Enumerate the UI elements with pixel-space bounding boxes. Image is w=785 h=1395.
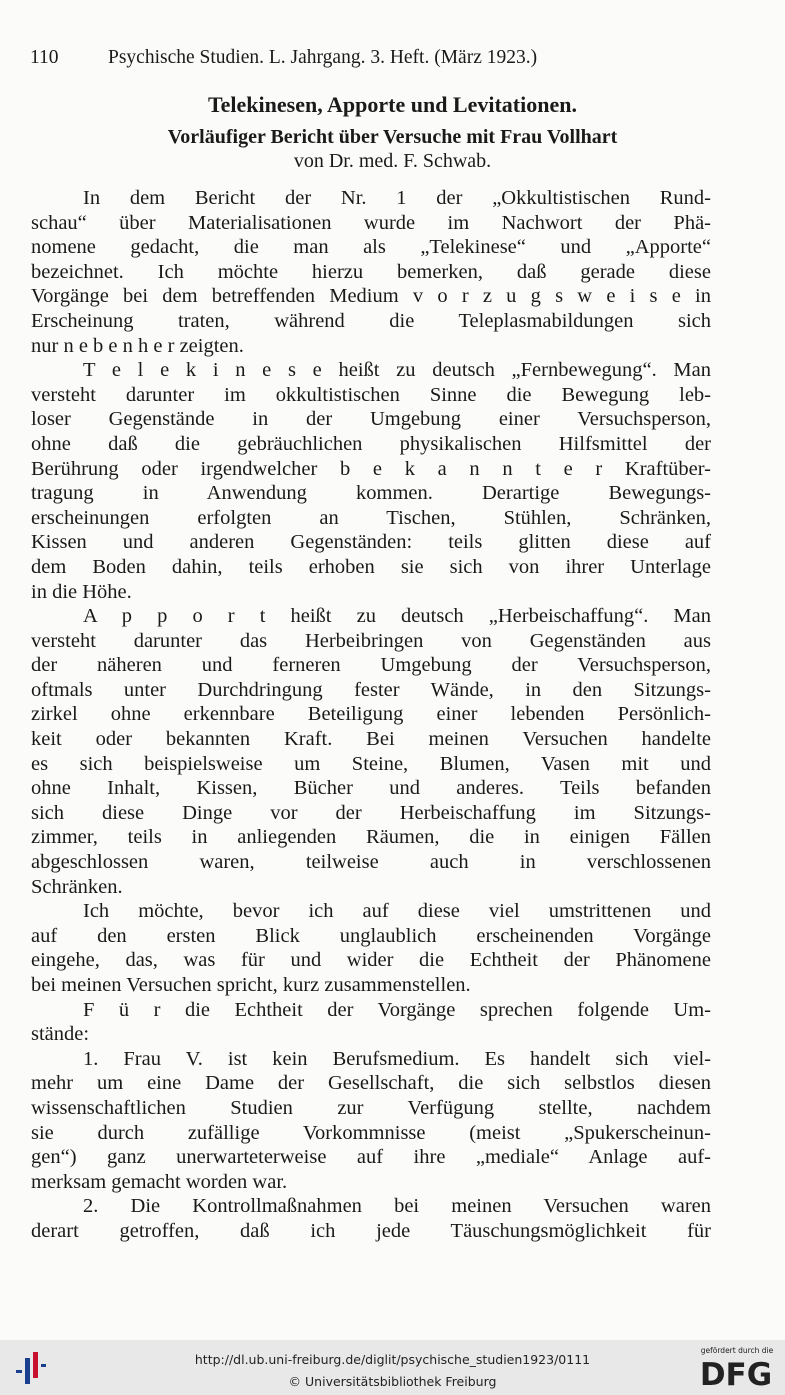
article-author: von Dr. med. F. Schwab. xyxy=(293,150,492,172)
copyright-notice: © Universitätsbibliothek Freiburg xyxy=(288,1374,497,1389)
text-line: Kissen und anderen Gegenständen: teils glitten diese auf xyxy=(31,531,711,554)
text-line: gen“) ganz unerwarteterweise auf ihre „mediale“ Anlage auf- xyxy=(31,1146,711,1169)
text-line: auf den ersten Blick unglaublich erscheinenden Vorgänge xyxy=(31,924,711,947)
running-title: Psychische Studien. L. Jahrgang. 3. Heft. (März 1923.) xyxy=(108,47,538,68)
text-line: zimmer, teils in anliegenden Räumen, die in einigen Fällen xyxy=(31,826,711,849)
text-line: Vorgänge bei dem betreffenden Medium v o r z u g s w e i s e in xyxy=(31,285,711,308)
text-line: bezeichnet. Ich möchte hierzu bemerken, daß gerade diese xyxy=(31,260,711,283)
dfg-logo-icon xyxy=(693,1355,779,1389)
dfg-logo-text: DFG xyxy=(699,1357,773,1389)
text-line: stände: xyxy=(31,1023,90,1046)
text-line: In dem Bericht der Nr. 1 der „Okkultistischen Rund- xyxy=(83,187,711,209)
text-line: 1. Frau V. ist kein Berufsmedium. Es handelt sich viel- xyxy=(83,1047,711,1070)
text-line: ohne daß die gebräuchlichen physikalischen Hilfsmittel der xyxy=(31,432,711,455)
text-line: ohne Inhalt, Kissen, Bücher und anderes. Teils befanden xyxy=(31,777,711,800)
text-line: es sich beispielsweise um Steine, Blumen, Vasen mit und xyxy=(31,752,711,775)
dfg-funding-note: gefördert durch die xyxy=(700,1346,774,1355)
text-line: nur n e b e n h e r zeigten. xyxy=(31,334,244,357)
text-line: bei meinen Versuchen spricht, kurz zusammenstellen. xyxy=(31,974,471,996)
text-line: schau“ über Materialisationen wurde im Nachwort der Phä- xyxy=(31,211,711,234)
running-header xyxy=(30,47,755,69)
text-line: oftmals unter Durchdringung fester Wände, in den Sitzungs- xyxy=(31,678,711,701)
text-line: eingehe, das, was für und wider die Echtheit der Phänomene xyxy=(31,949,711,972)
text-line: derart getroffen, daß ich jede Täuschungsmöglichkeit für xyxy=(31,1219,711,1242)
text-line: versteht darunter das Herbeibringen von Gegenständen aus xyxy=(31,629,711,652)
text-line: Schränken. xyxy=(31,875,123,898)
text-line: Ich möchte, bevor ich auf diese viel umstrittenen und xyxy=(83,900,711,923)
text-line: loser Gegenstände in der Umgebung einer Versuchsperson, xyxy=(31,408,711,431)
text-line: nomene gedacht, die man als „Telekinese“ und „Apporte“ xyxy=(31,236,711,259)
text-line: keit oder bekannten Kraft. Bei meinen Versuchen handelte xyxy=(31,728,711,751)
text-line: der näheren und ferneren Umgebung der Versuchsperson, xyxy=(31,654,711,677)
text-line: T e l e k i n e s e heißt zu deutsch „Fernbewegung“. Man xyxy=(83,359,711,382)
text-line: zirkel ohne erkennbare Beteiligung einer lebenden Persönlich- xyxy=(31,703,711,726)
text-line: A p p o r t heißt zu deutsch „Herbeischaffung“. Man xyxy=(83,605,711,628)
text-line: sie durch zufällige Vorkommnisse (meist „Spukerscheinun- xyxy=(31,1121,711,1144)
text-line: dem Boden dahin, teils erhoben sie sich von ihrer Unterlage xyxy=(31,555,711,578)
text-line: Berührung oder irgendwelcher b e k a n n t e r Kraftüber- xyxy=(31,457,711,480)
text-line: wissenschaftlichen Studien zur Verfügung stellte, nachdem xyxy=(31,1096,711,1119)
text-line: in die Höhe. xyxy=(31,580,132,603)
article-subtitle: Vorläufiger Bericht über Versuche mit Frau Vollhart xyxy=(167,126,618,148)
text-line: abgeschlossen waren, teilweise auch in verschlossenen xyxy=(31,851,711,874)
text-line: tragung in Anwendung kommen. Derartige Bewegungs- xyxy=(31,482,711,505)
article-body xyxy=(31,186,711,1244)
text-line: versteht darunter im okkultistischen Sinne die Bewegung leb- xyxy=(31,383,711,406)
text-line: F ü r die Echtheit der Vorgänge sprechen folgende Um- xyxy=(83,998,711,1021)
article-title: Telekinesen, Apporte und Levitationen. xyxy=(208,92,577,117)
page-number: 110 xyxy=(30,47,59,68)
source-url[interactable]: http://dl.ub.uni-freiburg.de/diglit/psychische_studien1923/0111 xyxy=(194,1352,591,1367)
text-line: merksam gemacht worden war. xyxy=(31,1170,288,1193)
text-line: Erscheinung traten, während die Teleplasmabildungen sich xyxy=(31,309,711,332)
text-line: mehr um eine Dame der Gesellschaft, die sich selbstlos diesen xyxy=(31,1072,711,1095)
text-line: erscheinungen erfolgten an Tischen, Stühlen, Schränken, xyxy=(31,506,711,529)
text-line: sich diese Dinge vor der Herbeischaffung im Sitzungs- xyxy=(31,801,711,824)
text-line: 2. Die Kontrollmaßnahmen bei meinen Versuchen waren xyxy=(83,1195,711,1218)
viewer-footer xyxy=(0,1340,785,1395)
